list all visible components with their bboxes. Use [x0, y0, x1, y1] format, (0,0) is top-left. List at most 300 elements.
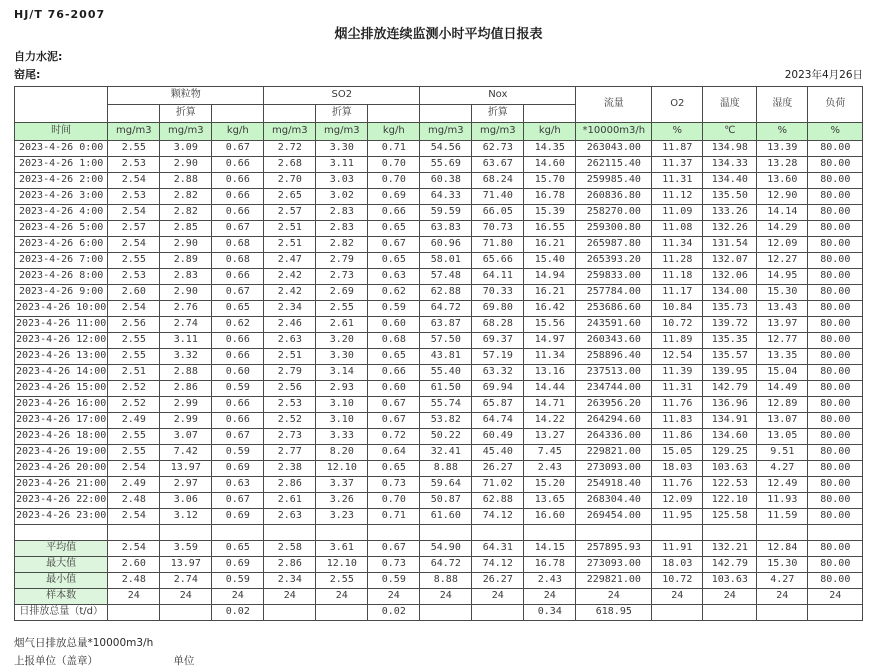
value-cell: 50.22: [420, 429, 472, 445]
time-cell: 2023-4-26 23:00: [15, 509, 108, 525]
time-cell: 2023-4-26 4:00: [15, 205, 108, 221]
table-row: [15, 237, 863, 253]
value-cell: 2.55: [108, 349, 160, 365]
value-cell: 70.33: [472, 285, 524, 301]
value-cell: 132.26: [703, 221, 757, 237]
value-cell: 3.11: [160, 333, 212, 349]
value-cell: 0.65: [368, 349, 420, 365]
value-cell: 63.67: [472, 157, 524, 173]
value-cell: 11.31: [652, 381, 703, 397]
value-cell: 10.84: [652, 301, 703, 317]
value-cell: 0.71: [368, 141, 420, 157]
value-cell: 0.68: [368, 333, 420, 349]
value-cell: 13.05: [757, 429, 808, 445]
time-cell: 2023-4-26 21:00: [15, 477, 108, 493]
summary-label-cell: 最大值: [15, 557, 108, 573]
time-cell: 2023-4-26 11:00: [15, 317, 108, 333]
summary-row: [15, 573, 863, 589]
unit-header-cell: mg/m3: [472, 123, 524, 141]
summary-value-cell: 2.55: [316, 573, 368, 589]
stack-date-row: [14, 66, 863, 82]
page-title: 烟尘排放连续监测小时平均值日报表: [334, 27, 543, 42]
spacer-cell: [108, 525, 160, 541]
value-cell: 0.64: [368, 445, 420, 461]
summary-value-cell: 24: [524, 589, 576, 605]
time-cell: 2023-4-26 17:00: [15, 413, 108, 429]
summary-value-cell: 2.86: [264, 557, 316, 573]
value-cell: 0.62: [212, 317, 264, 333]
value-cell: 2.77: [264, 445, 316, 461]
value-cell: 103.63: [703, 461, 757, 477]
company-name: 自力水泥:: [14, 50, 63, 63]
value-cell: 2.54: [108, 173, 160, 189]
value-cell: 139.72: [703, 317, 757, 333]
value-cell: 13.27: [524, 429, 576, 445]
value-cell: 2.72: [264, 141, 316, 157]
value-cell: 13.65: [524, 493, 576, 509]
flow-total-note: 烟气日排放总量*10000m3/h: [14, 637, 154, 649]
table-row: [15, 253, 863, 269]
value-cell: 2.51: [108, 365, 160, 381]
summary-value-cell: 24: [160, 589, 212, 605]
value-cell: 14.29: [757, 221, 808, 237]
value-cell: 2.56: [264, 381, 316, 397]
value-cell: 3.33: [316, 429, 368, 445]
value-cell: 11.93: [757, 493, 808, 509]
value-cell: 0.67: [368, 397, 420, 413]
value-cell: 14.94: [524, 269, 576, 285]
value-cell: 2.51: [264, 221, 316, 237]
value-cell: 80.00: [808, 349, 863, 365]
value-cell: 134.00: [703, 285, 757, 301]
value-cell: 11.37: [652, 157, 703, 173]
summary-value-cell: 2.74: [160, 573, 212, 589]
col-header-load: 负荷: [808, 87, 863, 123]
value-cell: 0.59: [212, 445, 264, 461]
value-cell: 80.00: [808, 333, 863, 349]
spacer-cell: [368, 525, 420, 541]
value-cell: 125.58: [703, 509, 757, 525]
value-cell: 80.00: [808, 365, 863, 381]
value-cell: 66.05: [472, 205, 524, 221]
col-header-o2: O2: [652, 87, 703, 123]
value-cell: 139.95: [703, 365, 757, 381]
summary-value-cell: 2.58: [264, 541, 316, 557]
spacer-cell: [420, 525, 472, 541]
nox-raw-blank: [420, 105, 472, 123]
table-row: [15, 141, 863, 157]
value-cell: 135.73: [703, 301, 757, 317]
summary-value-cell: 10.72: [652, 573, 703, 589]
value-cell: 2.68: [264, 157, 316, 173]
value-cell: 14.35: [524, 141, 576, 157]
value-cell: 18.03: [652, 461, 703, 477]
spacer-cell: [15, 525, 108, 541]
value-cell: 134.60: [703, 429, 757, 445]
value-cell: 2.60: [108, 285, 160, 301]
value-cell: 263956.20: [576, 397, 652, 413]
value-cell: 11.89: [652, 333, 703, 349]
value-cell: 80.00: [808, 173, 863, 189]
value-cell: 63.83: [420, 221, 472, 237]
table-row: [15, 285, 863, 301]
value-cell: 7.45: [524, 445, 576, 461]
summary-value-cell: 24: [420, 589, 472, 605]
value-cell: 2.42: [264, 269, 316, 285]
value-cell: 2.54: [108, 301, 160, 317]
value-cell: 80.00: [808, 141, 863, 157]
value-cell: 11.17: [652, 285, 703, 301]
daily-total-label-cell: 日排放总量（t/d）: [15, 605, 108, 621]
unit-header-cell: %: [757, 123, 808, 141]
value-cell: 3.03: [316, 173, 368, 189]
value-cell: 132.06: [703, 269, 757, 285]
value-cell: 2.74: [160, 317, 212, 333]
value-cell: 12.90: [757, 189, 808, 205]
value-cell: 2.54: [108, 205, 160, 221]
value-cell: 13.16: [524, 365, 576, 381]
value-cell: 80.00: [808, 381, 863, 397]
value-cell: 134.40: [703, 173, 757, 189]
value-cell: 11.34: [524, 349, 576, 365]
summary-value-cell: 3.59: [160, 541, 212, 557]
table-row: [15, 477, 863, 493]
table-row: [15, 445, 863, 461]
value-cell: 64.74: [472, 413, 524, 429]
value-cell: 0.67: [212, 141, 264, 157]
value-cell: 15.30: [757, 285, 808, 301]
value-cell: 3.07: [160, 429, 212, 445]
value-cell: 8.20: [316, 445, 368, 461]
value-cell: 2.79: [316, 253, 368, 269]
value-cell: 3.02: [316, 189, 368, 205]
value-cell: 80.00: [808, 493, 863, 509]
value-cell: 53.82: [420, 413, 472, 429]
value-cell: 2.55: [108, 445, 160, 461]
unit-header-cell: mg/m3: [316, 123, 368, 141]
value-cell: 12.54: [652, 349, 703, 365]
table-row: [15, 317, 863, 333]
value-cell: 80.00: [808, 189, 863, 205]
value-cell: 13.39: [757, 141, 808, 157]
time-cell: 2023-4-26 1:00: [15, 157, 108, 173]
value-cell: 0.68: [212, 253, 264, 269]
col-group-so2: SO2: [264, 87, 420, 105]
summary-value-cell: 12.10: [316, 557, 368, 573]
daily-total-value-cell: [160, 605, 212, 621]
value-cell: 259985.40: [576, 173, 652, 189]
time-cell: 2023-4-26 22:00: [15, 493, 108, 509]
value-cell: 11.08: [652, 221, 703, 237]
value-cell: 2.52: [264, 413, 316, 429]
value-cell: 61.50: [420, 381, 472, 397]
value-cell: 3.30: [316, 141, 368, 157]
table-row: [15, 333, 863, 349]
value-cell: 14.44: [524, 381, 576, 397]
value-cell: 0.66: [212, 413, 264, 429]
value-cell: 131.54: [703, 237, 757, 253]
summary-value-cell: 24: [108, 589, 160, 605]
value-cell: 14.14: [757, 205, 808, 221]
spacer-cell: [808, 525, 863, 541]
value-cell: 0.66: [212, 269, 264, 285]
value-cell: 0.65: [212, 301, 264, 317]
value-cell: 259300.80: [576, 221, 652, 237]
value-cell: 2.54: [108, 509, 160, 525]
summary-value-cell: 11.91: [652, 541, 703, 557]
value-cell: 2.63: [264, 333, 316, 349]
value-cell: 0.67: [212, 221, 264, 237]
value-cell: 80.00: [808, 237, 863, 253]
value-cell: 2.79: [264, 365, 316, 381]
value-cell: 14.71: [524, 397, 576, 413]
summary-value-cell: 273093.00: [576, 557, 652, 573]
time-cell: 2023-4-26 19:00: [15, 445, 108, 461]
daily-total-value-cell: [472, 605, 524, 621]
col-header-humidity: 湿度: [757, 87, 808, 123]
unit-header-cell: ℃: [703, 123, 757, 141]
so2-raw-blank: [264, 105, 316, 123]
summary-row: [15, 541, 863, 557]
summary-value-cell: 26.27: [472, 573, 524, 589]
value-cell: 0.66: [212, 157, 264, 173]
value-cell: 70.73: [472, 221, 524, 237]
value-cell: 122.53: [703, 477, 757, 493]
value-cell: 2.85: [160, 221, 212, 237]
value-cell: 134.33: [703, 157, 757, 173]
value-cell: 3.23: [316, 509, 368, 525]
summary-value-cell: 24: [472, 589, 524, 605]
value-cell: 2.56: [108, 317, 160, 333]
value-cell: 63.32: [472, 365, 524, 381]
summary-value-cell: 142.79: [703, 557, 757, 573]
table-row: [15, 429, 863, 445]
document-header: [14, 0, 863, 82]
value-cell: 0.67: [212, 429, 264, 445]
value-cell: 62.73: [472, 141, 524, 157]
summary-value-cell: 0.59: [368, 573, 420, 589]
value-cell: 0.65: [368, 253, 420, 269]
summary-value-cell: 16.78: [524, 557, 576, 573]
value-cell: 11.76: [652, 397, 703, 413]
value-cell: 2.63: [264, 509, 316, 525]
value-cell: 2.46: [264, 317, 316, 333]
value-cell: 3.11: [316, 157, 368, 173]
value-cell: 0.59: [368, 301, 420, 317]
table-row: [15, 221, 863, 237]
value-cell: 3.10: [316, 397, 368, 413]
value-cell: 2.88: [160, 173, 212, 189]
so2-converted-label: 折算: [316, 105, 368, 123]
time-cell: 2023-4-26 9:00: [15, 285, 108, 301]
value-cell: 2.52: [108, 381, 160, 397]
value-cell: 129.25: [703, 445, 757, 461]
value-cell: 14.95: [757, 269, 808, 285]
value-cell: 15.70: [524, 173, 576, 189]
unit-header-cell: mg/m3: [108, 123, 160, 141]
value-cell: 258896.40: [576, 349, 652, 365]
value-cell: 263043.00: [576, 141, 652, 157]
value-cell: 254918.40: [576, 477, 652, 493]
daily-total-value-cell: [757, 605, 808, 621]
value-cell: 32.41: [420, 445, 472, 461]
value-cell: 55.40: [420, 365, 472, 381]
value-cell: 0.62: [368, 285, 420, 301]
value-cell: 2.61: [264, 493, 316, 509]
value-cell: 260836.80: [576, 189, 652, 205]
daily-total-value-cell: [808, 605, 863, 621]
value-cell: 80.00: [808, 509, 863, 525]
summary-label-cell: 最小值: [15, 573, 108, 589]
value-cell: 0.63: [368, 269, 420, 285]
value-cell: 80.00: [808, 429, 863, 445]
value-cell: 16.55: [524, 221, 576, 237]
unit-header-cell: mg/m3: [420, 123, 472, 141]
value-cell: 80.00: [808, 301, 863, 317]
value-cell: 0.67: [212, 285, 264, 301]
value-cell: 135.57: [703, 349, 757, 365]
value-cell: 13.97: [757, 317, 808, 333]
daily-total-value-cell: [703, 605, 757, 621]
spacer-cell: [703, 525, 757, 541]
daily-total-value-cell: [264, 605, 316, 621]
daily-total-value-cell: 0.34: [524, 605, 576, 621]
value-cell: 16.60: [524, 509, 576, 525]
time-cell: 2023-4-26 5:00: [15, 221, 108, 237]
value-cell: 80.00: [808, 461, 863, 477]
value-cell: 11.86: [652, 429, 703, 445]
spacer-cell: [472, 525, 524, 541]
table-row: [15, 349, 863, 365]
standard-code: HJ/T 76-2007: [14, 8, 106, 21]
table-row: [15, 413, 863, 429]
value-cell: 12.09: [757, 237, 808, 253]
summary-value-cell: 80.00: [808, 573, 863, 589]
table-row: [15, 189, 863, 205]
value-cell: 3.10: [316, 413, 368, 429]
value-cell: 13.97: [160, 461, 212, 477]
value-cell: 0.65: [368, 461, 420, 477]
value-cell: 0.63: [212, 477, 264, 493]
value-cell: 80.00: [808, 317, 863, 333]
value-cell: 65.66: [472, 253, 524, 269]
summary-value-cell: 64.72: [420, 557, 472, 573]
summary-row: [15, 557, 863, 573]
spacer-cell: [264, 525, 316, 541]
summary-row: [15, 589, 863, 605]
value-cell: 2.82: [160, 205, 212, 221]
value-cell: 0.67: [212, 493, 264, 509]
summary-value-cell: 24: [808, 589, 863, 605]
col-group-nox: Nox: [420, 87, 576, 105]
summary-value-cell: 2.60: [108, 557, 160, 573]
value-cell: 2.53: [108, 269, 160, 285]
time-cell: 2023-4-26 13:00: [15, 349, 108, 365]
value-cell: 2.51: [264, 349, 316, 365]
value-cell: 13.28: [757, 157, 808, 173]
daily-total-value-cell: 0.02: [368, 605, 420, 621]
value-cell: 2.83: [316, 205, 368, 221]
value-cell: 0.67: [368, 237, 420, 253]
summary-value-cell: 24: [757, 589, 808, 605]
value-cell: 60.49: [472, 429, 524, 445]
time-cell: 2023-4-26 14:00: [15, 365, 108, 381]
value-cell: 15.40: [524, 253, 576, 269]
value-cell: 15.05: [652, 445, 703, 461]
value-cell: 71.40: [472, 189, 524, 205]
value-cell: 63.87: [420, 317, 472, 333]
time-cell: 2023-4-26 10:00: [15, 301, 108, 317]
value-cell: 2.57: [108, 221, 160, 237]
time-cell: 2023-4-26 18:00: [15, 429, 108, 445]
time-cell: 2023-4-26 7:00: [15, 253, 108, 269]
value-cell: 0.69: [212, 461, 264, 477]
daily-total-value-cell: 0.02: [212, 605, 264, 621]
document-footer: [14, 635, 882, 668]
value-cell: 2.86: [264, 477, 316, 493]
value-cell: 264294.60: [576, 413, 652, 429]
value-cell: 2.54: [108, 461, 160, 477]
value-cell: 4.27: [757, 461, 808, 477]
value-cell: 0.66: [212, 173, 264, 189]
time-header-blank: [15, 87, 108, 123]
summary-value-cell: 12.84: [757, 541, 808, 557]
unit-header-cell: %: [808, 123, 863, 141]
footer-signature-line: [14, 653, 882, 668]
value-cell: 0.66: [212, 397, 264, 413]
value-cell: 65.87: [472, 397, 524, 413]
value-cell: 2.70: [264, 173, 316, 189]
time-cell: 2023-4-26 20:00: [15, 461, 108, 477]
spacer-cell: [576, 525, 652, 541]
summary-value-cell: 24: [212, 589, 264, 605]
group-header-row: [15, 87, 863, 105]
unit-label: 单位: [173, 655, 195, 667]
summary-value-cell: 24: [264, 589, 316, 605]
value-cell: 0.71: [368, 509, 420, 525]
value-cell: 273093.00: [576, 461, 652, 477]
value-cell: 80.00: [808, 413, 863, 429]
value-cell: 3.30: [316, 349, 368, 365]
unit-header-cell: kg/h: [368, 123, 420, 141]
time-cell: 2023-4-26 3:00: [15, 189, 108, 205]
stack-name: 窑尾:: [14, 68, 41, 81]
spacer-cell: [757, 525, 808, 541]
value-cell: 80.00: [808, 397, 863, 413]
summary-value-cell: 80.00: [808, 541, 863, 557]
value-cell: 258270.00: [576, 205, 652, 221]
time-cell: 2023-4-26 12:00: [15, 333, 108, 349]
summary-value-cell: 8.88: [420, 573, 472, 589]
value-cell: 60.96: [420, 237, 472, 253]
value-cell: 265393.20: [576, 253, 652, 269]
daily-total-value-cell: [316, 605, 368, 621]
value-cell: 10.72: [652, 317, 703, 333]
value-cell: 2.86: [160, 381, 212, 397]
spacer-cell: [212, 525, 264, 541]
value-cell: 11.28: [652, 253, 703, 269]
value-cell: 57.50: [420, 333, 472, 349]
value-cell: 14.60: [524, 157, 576, 173]
spacer-cell: [524, 525, 576, 541]
value-cell: 0.66: [368, 205, 420, 221]
value-cell: 16.21: [524, 237, 576, 253]
value-cell: 3.32: [160, 349, 212, 365]
summary-value-cell: 13.97: [160, 557, 212, 573]
value-cell: 0.72: [368, 429, 420, 445]
value-cell: 74.12: [472, 509, 524, 525]
summary-value-cell: 0.67: [368, 541, 420, 557]
